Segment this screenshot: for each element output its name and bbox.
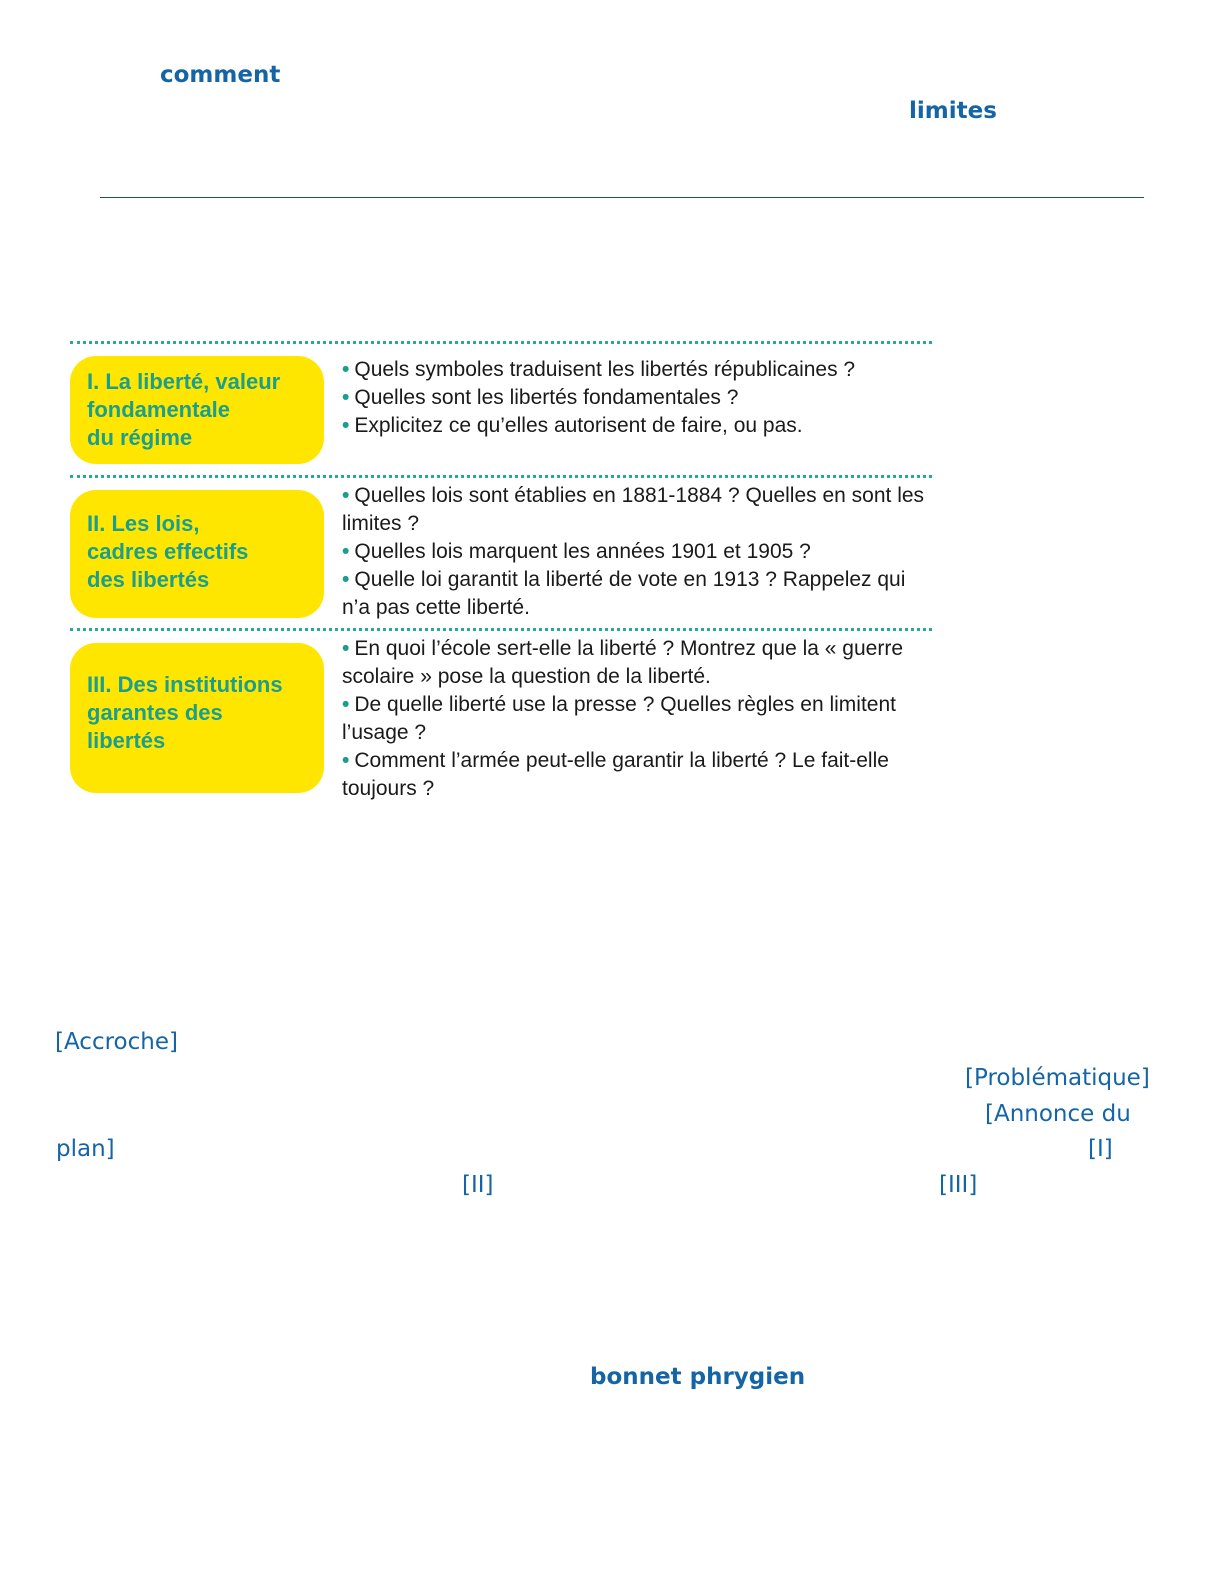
bullet-icon: • — [342, 540, 350, 563]
plan-question: • Quelle loi garantit la liberté de vote en 1913 ? Rappelez qui n’a pas cette liberté. — [342, 568, 906, 619]
plan-part-title-line: cadres effectifs — [87, 539, 249, 564]
plan-part-title-line: Les lois, — [111, 511, 200, 536]
plan-questions — [326, 344, 932, 475]
plan-question: • En quoi l’école sert-elle la liberté ? Montrez que la « guerre scolaire » pose la question de la liberté. — [342, 637, 903, 688]
plan-question: • Comment l’armée peut-elle garantir la liberté ? Le fait-elle toujours ? — [342, 749, 889, 800]
plan-table — [70, 341, 932, 808]
plan-question: • Quels symboles traduisent les libertés républicaines ? — [342, 358, 856, 381]
bullet-icon: • — [342, 637, 350, 660]
plan-row-2 — [70, 475, 932, 628]
plan-part-title-line: fondamentale — [87, 397, 231, 422]
plan-question: • De quelle liberté use la presse ? Quelles règles en limitent l’usage ? — [342, 693, 896, 744]
bullet-icon: • — [342, 358, 350, 381]
plan-part-title-line: garantes des — [87, 700, 223, 725]
plan-part-label — [70, 356, 324, 464]
bullet-icon: • — [342, 568, 350, 591]
bullet-icon: • — [342, 484, 350, 507]
plan-question: • Quelles sont les libertés fondamentales ? — [342, 386, 739, 409]
plan-question: • Explicitez ce qu’elles autorisent de faire, ou pas. — [342, 414, 803, 437]
marker-problematique: [Problématique] — [965, 1065, 1150, 1091]
plan-part-label — [70, 490, 324, 618]
plan-part-number: I. — [87, 369, 100, 394]
plan-row-1 — [70, 341, 932, 475]
plan-part-number: II. — [87, 511, 106, 536]
plan-part-title-line: des libertés — [87, 567, 210, 592]
marker-part-2: [II] — [462, 1172, 494, 1198]
bullet-icon: • — [342, 693, 350, 716]
plan-question: • Quelles lois marquent les années 1901 et 1905 ? — [342, 540, 811, 563]
bullet-icon: • — [342, 414, 350, 437]
plan-questions — [326, 631, 932, 808]
plan-part-title-line: La liberté, valeur — [105, 369, 281, 394]
plan-part-title-line: du régime — [87, 425, 193, 450]
plan-part-title-line: libertés — [87, 728, 166, 753]
marker-part-3: [III] — [939, 1172, 978, 1198]
plan-part-label — [70, 643, 324, 793]
keyword-bonnet-phrygien: bonnet phrygien — [590, 1364, 806, 1390]
plan-question: • Quelles lois sont établies en 1881-1884 ? Quelles en sont les limites ? — [342, 484, 925, 535]
marker-annonce-plan-line2: plan] — [56, 1136, 115, 1162]
plan-row-3 — [70, 628, 932, 808]
plan-part-number: III. — [87, 672, 112, 697]
marker-annonce-plan-line1: [Annonce du — [985, 1101, 1131, 1127]
marker-part-1: [I] — [1088, 1136, 1113, 1162]
keyword-limites: limites — [909, 98, 997, 124]
plan-questions — [326, 478, 932, 628]
keyword-comment: comment — [160, 62, 281, 88]
marker-accroche: [Accroche] — [55, 1029, 178, 1055]
bullet-icon: • — [342, 386, 350, 409]
horizontal-divider — [100, 197, 1144, 198]
bullet-icon: • — [342, 749, 350, 772]
plan-part-title-line: Des institutions — [117, 672, 283, 697]
